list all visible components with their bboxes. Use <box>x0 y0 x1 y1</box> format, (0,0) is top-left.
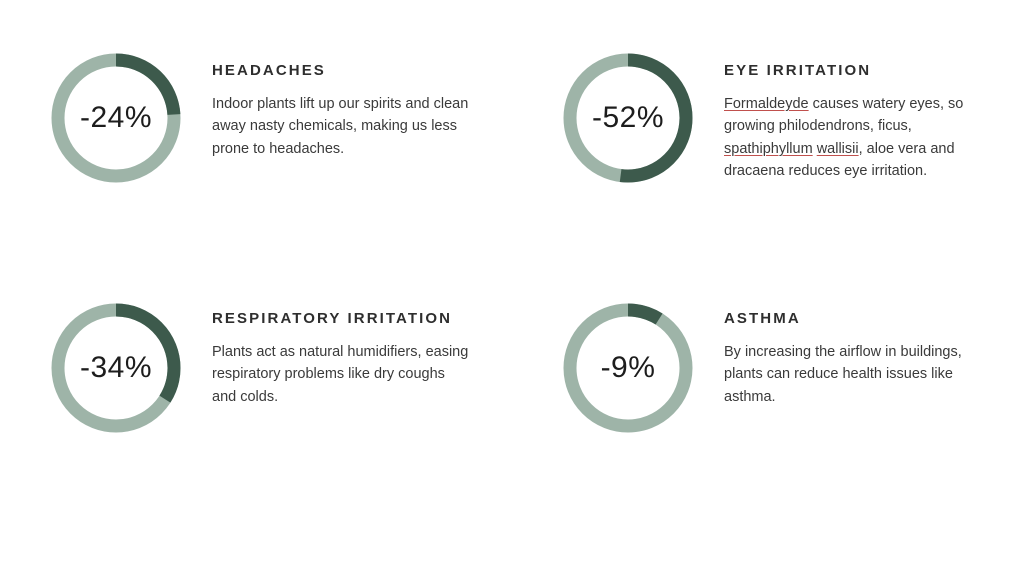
donut-value-asthma: -9% <box>600 351 656 384</box>
stat-card-asthma <box>512 290 1024 540</box>
stat-description-eye-irritation: Formaldeyde causes watery eyes, so growing philodendrons, ficus, spathiphyllum wallisii, aloe vera and dracaena reduces eye irritation. <box>724 96 964 180</box>
stat-card-respiratory-irritation <box>0 290 512 540</box>
stat-card-eye-irritation <box>512 40 1024 290</box>
stat-description-headaches: Indoor plants lift up our spirits and clean away nasty chemicals, making us less prone to headaches. <box>212 96 469 157</box>
stat-title-respiratory-irritation: RESPIRATORY IRRITATION <box>212 310 453 327</box>
stat-description-respiratory-irritation: Plants act as natural humidifiers, easing respiratory problems like dry coughs and colds. <box>212 344 469 405</box>
donut-value-respiratory-irritation: -34% <box>79 351 153 384</box>
stat-card-headaches <box>0 40 512 290</box>
stat-title-headaches: HEADACHES <box>212 62 326 79</box>
stat-text-respiratory-irritation <box>186 290 472 408</box>
donut-chart-asthma <box>558 298 698 438</box>
donut-chart-headaches <box>46 48 186 188</box>
stat-text-headaches <box>186 40 472 160</box>
donut-chart-respiratory-irritation <box>46 298 186 438</box>
donut-chart-eye-irritation <box>558 48 698 188</box>
stat-description-asthma: By increasing the airflow in buildings, plants can reduce health issues like asthma. <box>724 344 962 405</box>
donut-value-eye-irritation: -52% <box>591 101 665 134</box>
donut-value-headaches: -24% <box>79 101 153 134</box>
stat-text-asthma <box>698 290 984 408</box>
stat-text-eye-irritation <box>698 40 984 183</box>
stat-title-asthma: ASTHMA <box>724 310 801 327</box>
stat-title-eye-irritation: EYE IRRITATION <box>724 62 872 79</box>
